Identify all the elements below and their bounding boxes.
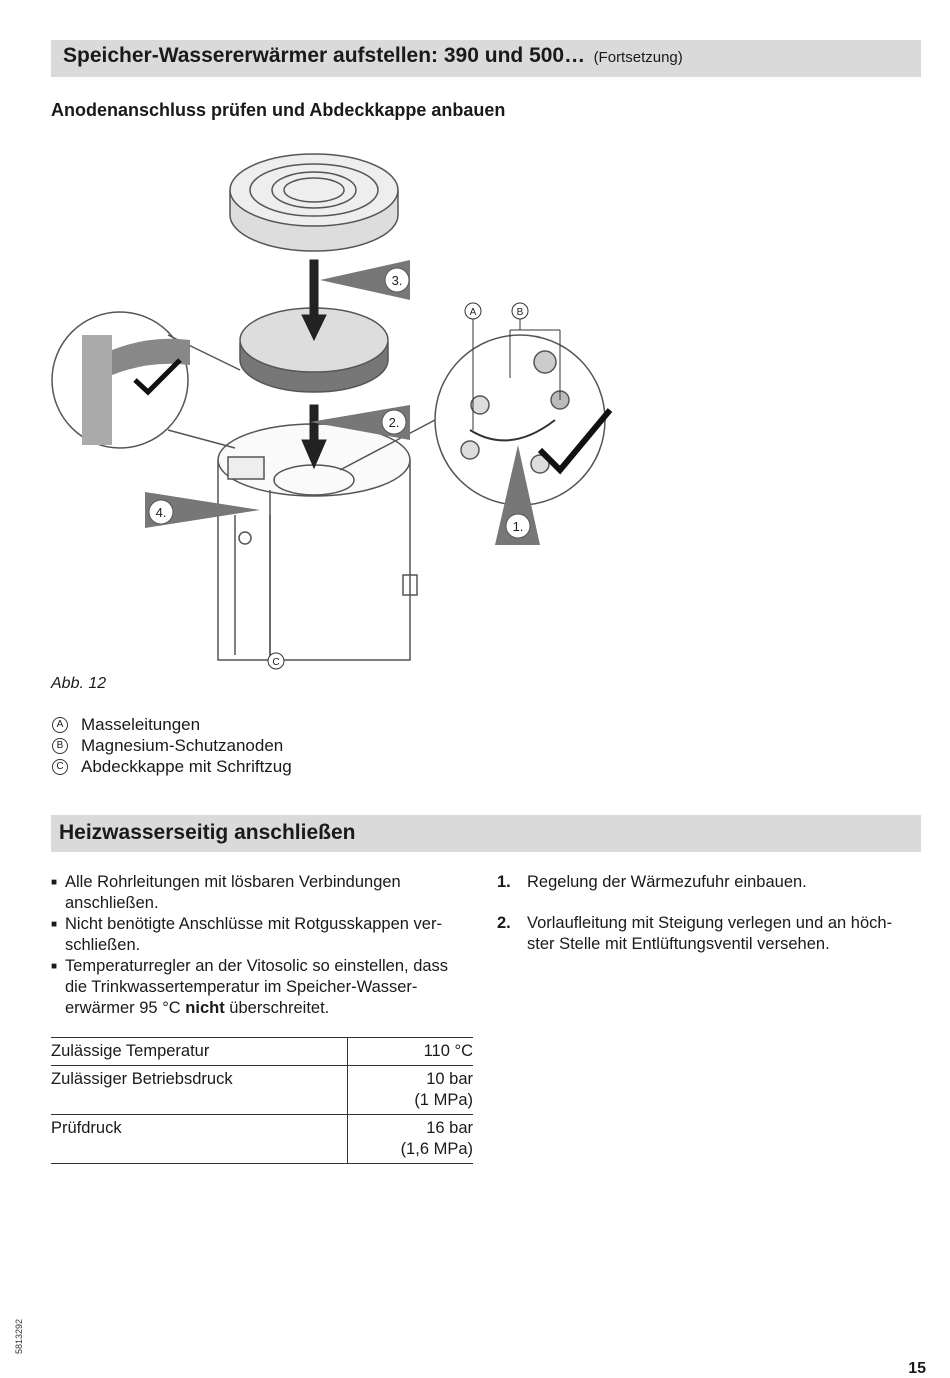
list-item xyxy=(497,913,917,955)
step-text: Regelung der Wärmezufuhr einbauen. xyxy=(527,873,807,891)
cap-ring-illustration xyxy=(230,154,398,251)
table-row xyxy=(51,1038,473,1066)
step-label-2: 2. xyxy=(388,415,400,430)
figure-caption: Abb. 12 xyxy=(51,675,107,692)
step-label-3: 3. xyxy=(391,273,403,288)
table-cell-label: Zulässige Temperatur xyxy=(51,1038,348,1066)
callout-a: A xyxy=(469,307,477,318)
table-cell-value: 16 bar (1,6 MPa) xyxy=(400,1119,473,1158)
step-number: 2. xyxy=(497,914,511,932)
figure-legend xyxy=(52,714,292,777)
emphasis-text: nicht xyxy=(185,999,225,1017)
callout-c: C xyxy=(272,657,280,668)
section-heading-heating: Heizwasserseitig anschließen xyxy=(59,821,356,844)
step-number: 1. xyxy=(497,873,511,891)
legend-item xyxy=(52,735,292,756)
continuation-label: (Fortsetzung) xyxy=(593,49,683,66)
document-number: 5813292 xyxy=(14,1318,24,1354)
legend-letter: C xyxy=(52,759,68,775)
table-cell-label: Prüfdruck xyxy=(51,1115,348,1164)
step-label-4: 4. xyxy=(155,505,167,520)
table-cell-value: 110 °C xyxy=(423,1042,473,1060)
figure-anode-connection xyxy=(40,130,640,675)
bullet-list xyxy=(51,872,471,1019)
zoom-bubble-left xyxy=(52,312,240,448)
table-cell-value: 10 bar (1 MPa) xyxy=(414,1070,473,1109)
legend-letter: A xyxy=(52,717,68,733)
legend-text: Masseleitungen xyxy=(81,715,201,734)
page-number: 15 xyxy=(908,1360,926,1377)
list-item xyxy=(497,872,917,893)
page-title: Speicher-Wassererwärmer aufstellen: 390 und 500… xyxy=(63,44,586,67)
step-label-1: 1. xyxy=(512,519,524,534)
specs-table xyxy=(51,1037,473,1164)
bullet-text: Temperaturregler an der Vitosolic so einstellen, dass die Trinkwassertemperatur im Speicher-Wasser-erwärmer 95 °C nicht überschreitet. xyxy=(65,957,449,1017)
section-header-bar xyxy=(51,40,921,77)
bullet-text: Nicht benötigte Anschlüsse mit Rotgusskappen ver-schließen. xyxy=(65,915,442,954)
table-row xyxy=(51,1115,473,1164)
list-item xyxy=(51,956,471,1019)
list-item xyxy=(51,914,471,956)
bullet-text: Alle Rohrleitungen mit lösbaren Verbindungen anschließen. xyxy=(65,873,401,912)
legend-letter: B xyxy=(52,738,68,754)
step-text: Vorlaufleitung mit Steigung verlegen und an höch-ster Stelle mit Entlüftungsventil versehen. xyxy=(527,914,893,953)
legend-item xyxy=(52,714,292,735)
table-cell-label: Zulässiger Betriebsdruck xyxy=(51,1066,348,1115)
legend-text: Abdeckkappe mit Schriftzug xyxy=(81,757,292,776)
bullet-square-icon: ■ xyxy=(51,877,58,888)
bullet-square-icon: ■ xyxy=(51,919,58,930)
section-header-bar-2 xyxy=(51,815,921,852)
legend-item xyxy=(52,756,292,777)
callout-b: B xyxy=(516,307,524,318)
list-item xyxy=(51,872,471,914)
section-heading-anode: Anodenanschluss prüfen und Abdeckkappe anbauen xyxy=(51,100,506,120)
legend-text: Magnesium-Schutzanoden xyxy=(81,736,284,755)
table-row xyxy=(51,1066,473,1115)
step-list xyxy=(497,872,917,975)
bullet-square-icon: ■ xyxy=(51,961,58,972)
